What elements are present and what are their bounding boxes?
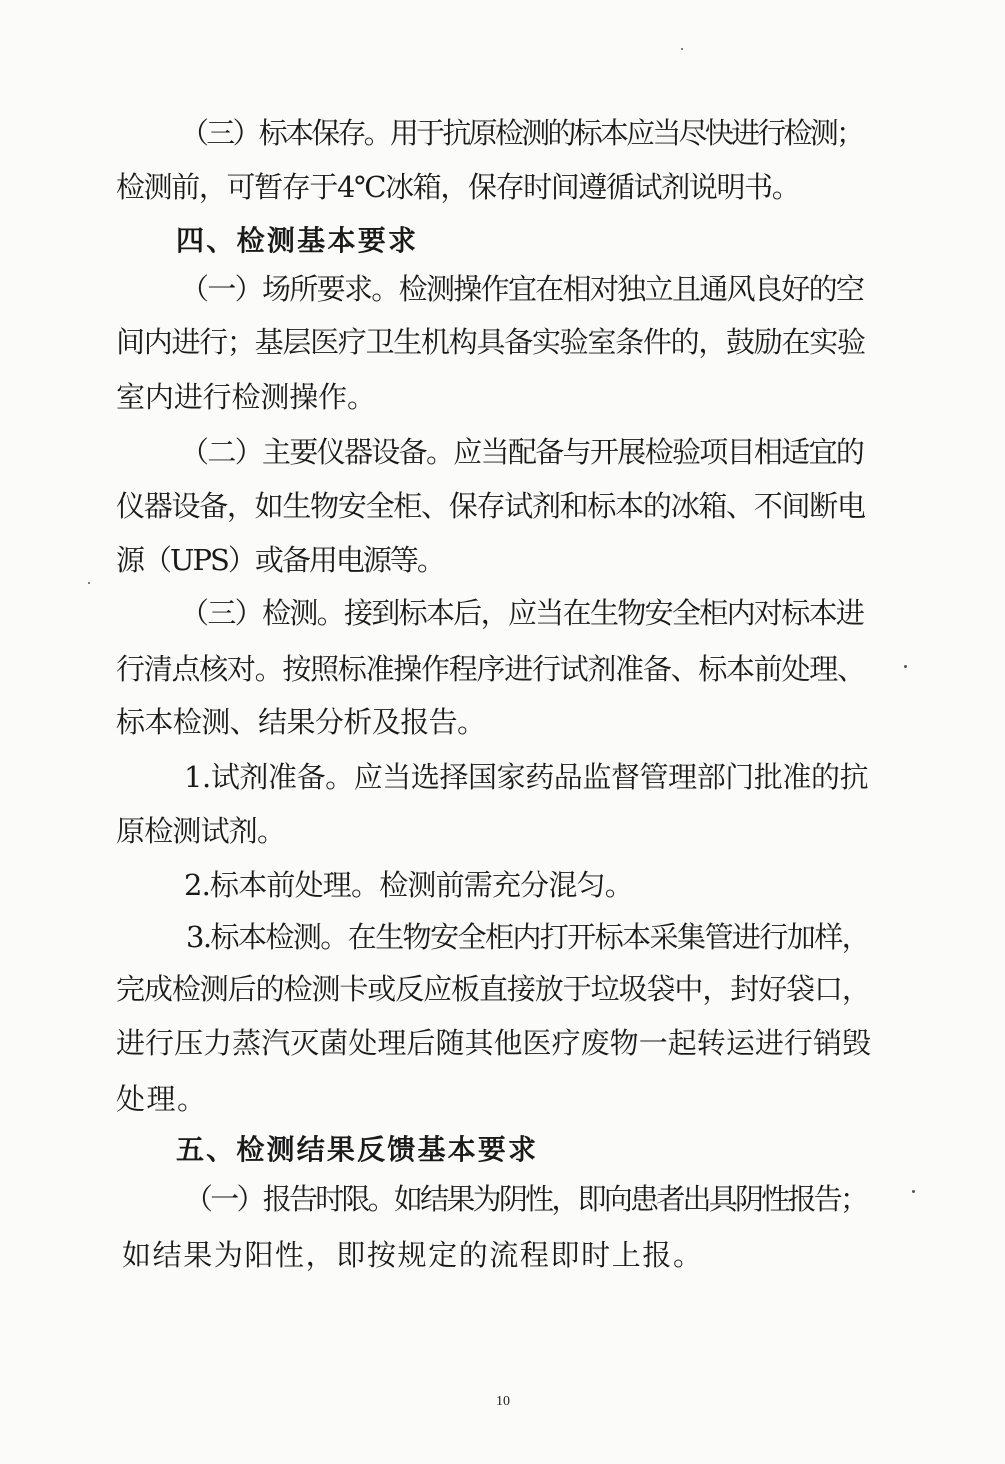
- page-number: 10: [496, 1394, 510, 1409]
- section-heading: 五、检测结果反馈基本要求: [176, 1133, 539, 1166]
- paragraph-line: 检测前，可暂存于4℃冰箱，保存时间遵循试剂说明书。: [116, 170, 800, 204]
- paragraph-line: 仪器设备，如生物安全柜、保存试剂和标本的冰箱、不间断电: [116, 489, 865, 523]
- section-heading: 四、检测基本要求: [176, 224, 419, 257]
- paragraph-line: 进行压力蒸汽灭菌处理后随其他医疗废物一起转运进行销毁: [116, 1026, 872, 1060]
- paragraph-line: （一）报告时限。如结果为阴性，即向患者出具阴性报告；: [184, 1182, 867, 1216]
- scan-speck: [681, 48, 683, 50]
- scan-speck: [912, 1190, 915, 1193]
- paragraph-line: 3.标本检测。在生物安全柜内打开标本采集管进行加样，: [186, 920, 870, 954]
- paragraph-line: 标本检测、结果分析及报告。: [116, 705, 486, 739]
- paragraph-line: （三）检测。接到标本后，应当在生物安全柜内对标本进: [180, 596, 864, 630]
- paragraph-line: 间内进行；基层医疗卫生机构具备实验室条件的，鼓励在实验: [116, 325, 865, 359]
- paragraph-line: 如结果为阳性，即按规定的流程即时上报。: [122, 1238, 704, 1272]
- paragraph-line: （二）主要仪器设备。应当配备与开展检验项目相适宜的: [180, 435, 864, 469]
- paragraph-line: 完成检测后的检测卡或反应板直接放于垃圾袋中，封好袋口，: [116, 972, 870, 1006]
- paragraph-line: 1.试剂准备。应当选择国家药品监督管理部门批准的抗: [184, 760, 869, 794]
- scan-speck: [904, 665, 907, 668]
- paragraph-line: 2.标本前处理。检测前需充分混匀。: [184, 868, 633, 902]
- paragraph-line: 室内进行检测操作。: [116, 380, 376, 414]
- paragraph-line: （三）标本保存。用于抗原检测的标本应当尽快进行检测；: [180, 116, 863, 150]
- paragraph-line: 行清点核对。按照标准操作程序进行试剂准备、标本前处理、: [116, 652, 865, 686]
- paragraph-line: 原检测试剂。: [116, 814, 286, 848]
- paragraph-line: （一）场所要求。检测操作宜在相对独立且通风良好的空: [180, 272, 864, 306]
- scan-speck: [88, 582, 90, 584]
- paragraph-line: 处理。: [116, 1082, 208, 1116]
- paragraph-line: 源（UPS）或备用电源等。: [116, 543, 444, 577]
